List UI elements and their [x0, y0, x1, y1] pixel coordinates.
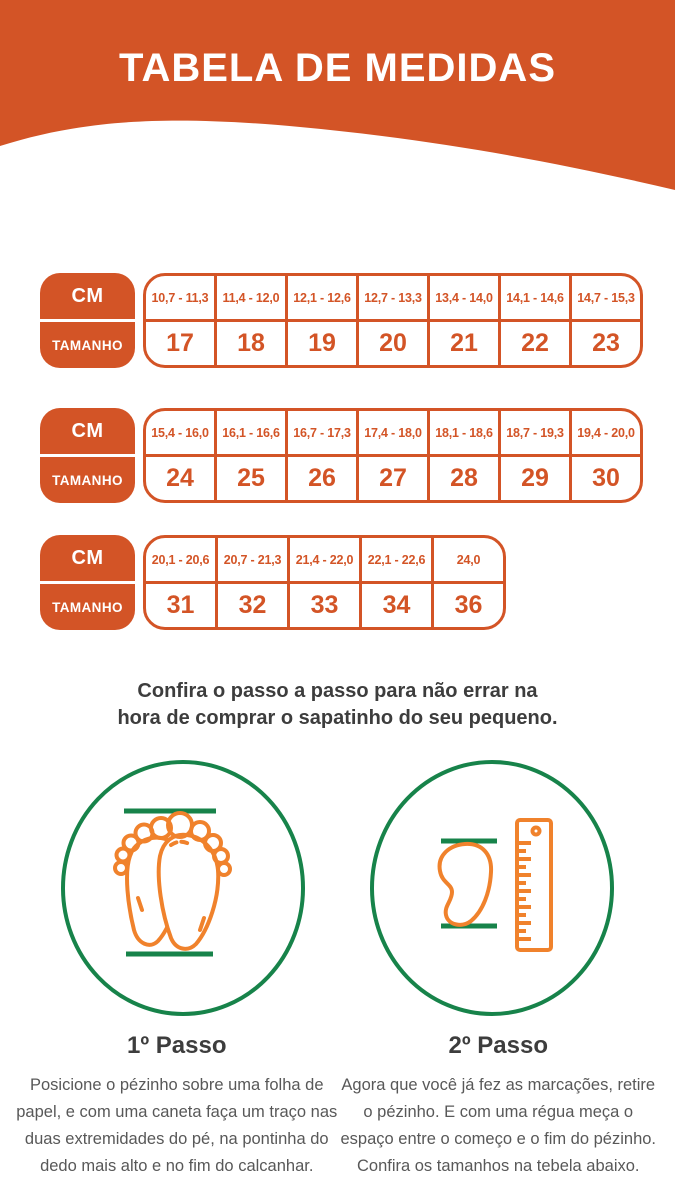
- intro-text: [0, 678, 675, 732]
- size-value: 19: [308, 329, 336, 357]
- size-column: [146, 276, 214, 365]
- cm-range: 12,1 - 12,6: [288, 276, 356, 322]
- size-table-31-36: [40, 535, 675, 630]
- size-row-label: TAMANHO: [52, 337, 123, 353]
- size-value: 22: [521, 329, 549, 357]
- size-column: [356, 276, 427, 365]
- cm-row-label: CM: [71, 546, 104, 569]
- cm-range: 24,0: [434, 538, 503, 584]
- size-value: 29: [521, 464, 549, 492]
- size-value: 17: [166, 329, 194, 357]
- size-column: [569, 411, 640, 500]
- cm-row-label: CM: [71, 284, 104, 307]
- size-value: 18: [237, 329, 265, 357]
- cm-range: 22,1 - 22,6: [362, 538, 431, 584]
- cm-range: 21,4 - 22,0: [290, 538, 359, 584]
- cm-range: 18,1 - 18,6: [430, 411, 498, 457]
- ruler-icon: [517, 820, 551, 950]
- table-header-block: [40, 408, 135, 503]
- size-column: [146, 411, 214, 500]
- size-value: 31: [166, 591, 195, 619]
- size-value: 27: [379, 464, 407, 492]
- cm-row-label: CM: [71, 419, 104, 442]
- size-column: [285, 276, 356, 365]
- footprint-and-ruler-icon: [367, 758, 617, 1018]
- baby-feet-icon: [58, 758, 308, 1018]
- step-2-description: Agora que você já fez as marcações, retire o pézinho. E com uma régua meça o espaço entre o começo e o fim do pézinho. Confira os tamanhos na tebela abaixo.: [340, 1076, 657, 1175]
- footprint-outline: [440, 844, 492, 925]
- cm-range: 16,7 - 17,3: [288, 411, 356, 457]
- size-value: 24: [166, 464, 194, 492]
- step-2-title: 2º Passo: [448, 1032, 548, 1059]
- header-wave-shape: [0, 0, 675, 195]
- intro-line-2: hora de comprar o sapatinho do seu pequeno.: [117, 707, 558, 729]
- step-1-title: 1º Passo: [127, 1032, 227, 1059]
- size-value: 33: [310, 591, 339, 619]
- cm-range: 11,4 - 12,0: [217, 276, 285, 322]
- size-column: [285, 411, 356, 500]
- size-value: 30: [592, 464, 620, 492]
- cm-range: 16,1 - 16,6: [217, 411, 285, 457]
- table-header-block: [40, 273, 135, 368]
- cm-range: 13,4 - 14,0: [430, 276, 498, 322]
- table-body: [143, 273, 643, 368]
- size-column: [356, 411, 427, 500]
- size-value: 28: [450, 464, 478, 492]
- step-1: [16, 1032, 338, 1180]
- cm-range: 14,1 - 14,6: [501, 276, 569, 322]
- size-value: 34: [382, 591, 411, 619]
- right-foot: [159, 813, 230, 949]
- size-row-label: TAMANHO: [52, 472, 123, 488]
- table-body: [143, 408, 643, 503]
- size-value: 26: [308, 464, 336, 492]
- cm-range: 19,4 - 20,0: [572, 411, 640, 457]
- size-value: 21: [450, 329, 478, 357]
- size-column: [498, 411, 569, 500]
- step-2: [338, 1032, 660, 1180]
- size-column: [287, 538, 359, 627]
- size-column: [569, 276, 640, 365]
- size-table-17-23: [40, 273, 675, 368]
- size-column: [146, 538, 215, 627]
- size-column: [431, 538, 503, 627]
- page-title: TABELA DE MEDIDAS: [119, 46, 556, 90]
- size-column: [214, 276, 285, 365]
- table-body: [143, 535, 506, 630]
- size-value: 32: [238, 591, 267, 619]
- size-column: [214, 411, 285, 500]
- cm-range: 18,7 - 19,3: [501, 411, 569, 457]
- step-illustrations: [0, 758, 675, 1018]
- size-row-label: TAMANHO: [52, 599, 123, 615]
- size-table-24-30: [40, 408, 675, 503]
- size-value: 25: [237, 464, 265, 492]
- cm-range: 17,4 - 18,0: [359, 411, 427, 457]
- size-column: [498, 276, 569, 365]
- size-column: [359, 538, 431, 627]
- size-tables-section: [0, 273, 675, 630]
- table-header-block: [40, 535, 135, 630]
- size-column: [215, 538, 287, 627]
- cm-range: 20,1 - 20,6: [146, 538, 215, 584]
- header-banner: [0, 0, 675, 190]
- size-column: [427, 276, 498, 365]
- cm-range: 10,7 - 11,3: [146, 276, 214, 322]
- size-value: 23: [592, 329, 620, 357]
- size-value: 20: [379, 329, 407, 357]
- size-column: [427, 411, 498, 500]
- cm-range: 14,7 - 15,3: [572, 276, 640, 322]
- cm-range: 12,7 - 13,3: [359, 276, 427, 322]
- cm-range: 15,4 - 16,0: [146, 411, 214, 457]
- steps-text-section: [0, 1032, 675, 1180]
- cm-range: 20,7 - 21,3: [218, 538, 287, 584]
- step-1-description: Posicione o pézinho sobre uma folha de papel, e com uma caneta faça um traço nas duas extremidades do pé, na pontinha do dedo mais alto e no fim do calcanhar.: [16, 1076, 338, 1175]
- intro-line-1: Confira o passo a passo para não errar na: [137, 680, 538, 702]
- size-value: 36: [454, 591, 483, 619]
